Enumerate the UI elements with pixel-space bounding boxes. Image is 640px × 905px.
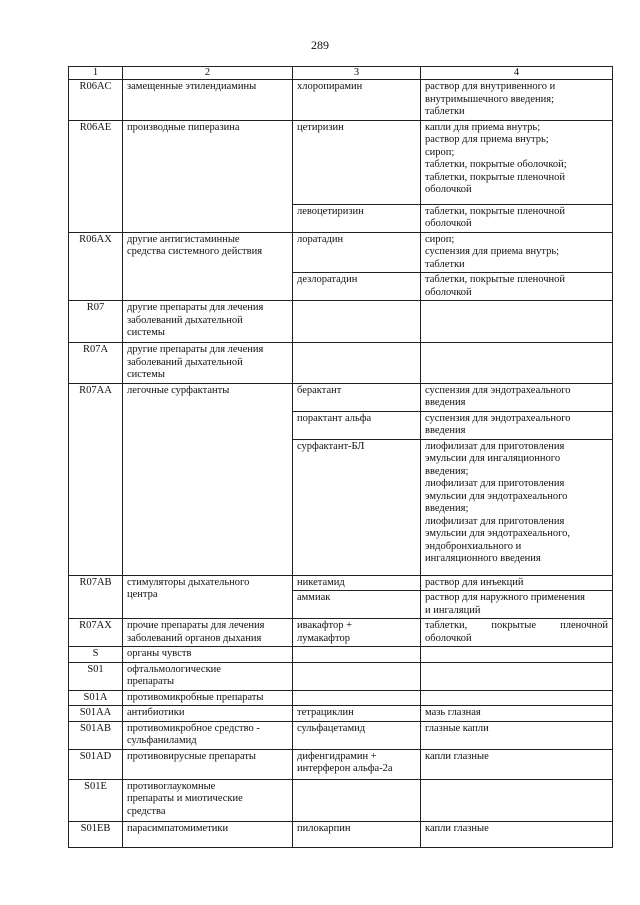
column-header-4: 4 <box>421 67 613 80</box>
column-header-1: 1 <box>69 67 123 80</box>
table-row <box>69 619 613 647</box>
table-header-row <box>69 67 613 80</box>
table-row <box>69 690 613 706</box>
drug-name: пилокарпин <box>293 821 421 847</box>
table-row <box>69 662 613 690</box>
group-name: офтальмологические препараты <box>123 662 293 690</box>
table-row <box>69 749 613 779</box>
drug-name: цетиризин <box>293 120 421 204</box>
atc-code: R07AB <box>69 575 123 619</box>
dosage-form: суспензия для эндотрахеального введения <box>421 411 613 439</box>
table-row <box>69 383 613 411</box>
drug-table <box>68 66 613 848</box>
drug-name: аммиак <box>293 591 421 619</box>
table-row <box>69 120 613 204</box>
drug-name <box>293 343 421 384</box>
group-name: органы чувств <box>123 647 293 663</box>
column-header-3: 3 <box>293 67 421 80</box>
dosage-form <box>421 690 613 706</box>
drug-name: никетамид <box>293 575 421 591</box>
drug-name: дезлоратадин <box>293 273 421 301</box>
group-name: противомикробное средство - сульфаниламид <box>123 721 293 749</box>
table-row <box>69 232 613 273</box>
group-name: противомикробные препараты <box>123 690 293 706</box>
atc-code: R07AX <box>69 619 123 647</box>
dosage-form <box>421 343 613 384</box>
atc-code: S01A <box>69 690 123 706</box>
dosage-form: мазь глазная <box>421 706 613 722</box>
table-row <box>69 343 613 384</box>
drug-name: порактант альфа <box>293 411 421 439</box>
dosage-form: капли для приема внутрь; раствор для приема внутрь; сироп; таблетки, покрытые оболочкой; таблетки, покрытые пленочной оболочкой <box>421 120 613 204</box>
table-row <box>69 706 613 722</box>
table-row <box>69 821 613 847</box>
atc-code: R07 <box>69 301 123 343</box>
group-name: производные пиперазина <box>123 120 293 232</box>
drug-name: лоратадин <box>293 232 421 273</box>
drug-name: хлоропирамин <box>293 80 421 121</box>
dosage-form: капли глазные <box>421 749 613 779</box>
dosage-form: раствор для инъекций <box>421 575 613 591</box>
table-row <box>69 301 613 343</box>
drug-name: сульфацетамид <box>293 721 421 749</box>
dosage-form: глазные капли <box>421 721 613 749</box>
group-name: парасимпатомиметики <box>123 821 293 847</box>
atc-code: R07A <box>69 343 123 384</box>
group-name: другие антигистаминные средства системного действия <box>123 232 293 301</box>
drug-name: тетрациклин <box>293 706 421 722</box>
atc-code: R06AE <box>69 120 123 232</box>
group-name: легочные сурфактанты <box>123 383 293 575</box>
atc-code: R06AC <box>69 80 123 121</box>
group-name: стимуляторы дыхательного центра <box>123 575 293 619</box>
dosage-form <box>421 301 613 343</box>
dosage-form <box>421 647 613 663</box>
dosage-form <box>421 662 613 690</box>
page-number: 289 <box>311 38 329 52</box>
drug-name: ивакафтор + лумакафтор <box>293 619 421 647</box>
group-name: другие препараты для лечения заболеваний дыхательной системы <box>123 301 293 343</box>
atc-code: S01AD <box>69 749 123 779</box>
atc-code: S01AA <box>69 706 123 722</box>
dosage-form: лиофилизат для приготовления эмульсии для ингаляционного введения; лиофилизат для приготовления эмульсии для эндотрахеального введения; лиофилизат для приготовления эмульсии для эндотрахеального, эндобронхиального и ингаляционного введения <box>421 439 613 575</box>
dosage-form: таблетки, покрытые пленочной оболочкой <box>421 204 613 232</box>
group-name: прочие препараты для лечения заболеваний органов дыхания <box>123 619 293 647</box>
dosage-form: сироп; суспензия для приема внутрь; таблетки <box>421 232 613 273</box>
dosage-form: суспензия для эндотрахеального введения <box>421 383 613 411</box>
group-name: антибиотики <box>123 706 293 722</box>
drug-name: сурфактант-БЛ <box>293 439 421 575</box>
atc-code: R06AX <box>69 232 123 301</box>
table-row <box>69 80 613 121</box>
table-row <box>69 779 613 821</box>
dosage-form: таблетки, покрытые пленочной оболочкой <box>421 619 613 647</box>
atc-code: S <box>69 647 123 663</box>
group-name: другие препараты для лечения заболеваний дыхательной системы <box>123 343 293 384</box>
drug-name <box>293 647 421 663</box>
table-row <box>69 721 613 749</box>
drug-name <box>293 662 421 690</box>
table-row <box>69 647 613 663</box>
table-row <box>69 575 613 591</box>
drug-name: левоцетиризин <box>293 204 421 232</box>
drug-name <box>293 779 421 821</box>
dosage-form: капли глазные <box>421 821 613 847</box>
atc-code: S01EB <box>69 821 123 847</box>
column-header-2: 2 <box>123 67 293 80</box>
dosage-form: таблетки, покрытые пленочной оболочкой <box>421 273 613 301</box>
dosage-form: раствор для наружного применения и ингаляций <box>421 591 613 619</box>
atc-code: R07AA <box>69 383 123 575</box>
drug-name: дифенгидрамин + интерферон альфа-2а <box>293 749 421 779</box>
dosage-form: раствор для внутривенного и внутримышечного введения; таблетки <box>421 80 613 121</box>
drug-name <box>293 690 421 706</box>
dosage-form <box>421 779 613 821</box>
group-name: противовирусные препараты <box>123 749 293 779</box>
drug-name: берактант <box>293 383 421 411</box>
atc-code: S01 <box>69 662 123 690</box>
group-name: противоглаукомные препараты и миотические средства <box>123 779 293 821</box>
atc-code: S01AB <box>69 721 123 749</box>
drug-name <box>293 301 421 343</box>
group-name: замещенные этилендиамины <box>123 80 293 121</box>
atc-code: S01E <box>69 779 123 821</box>
